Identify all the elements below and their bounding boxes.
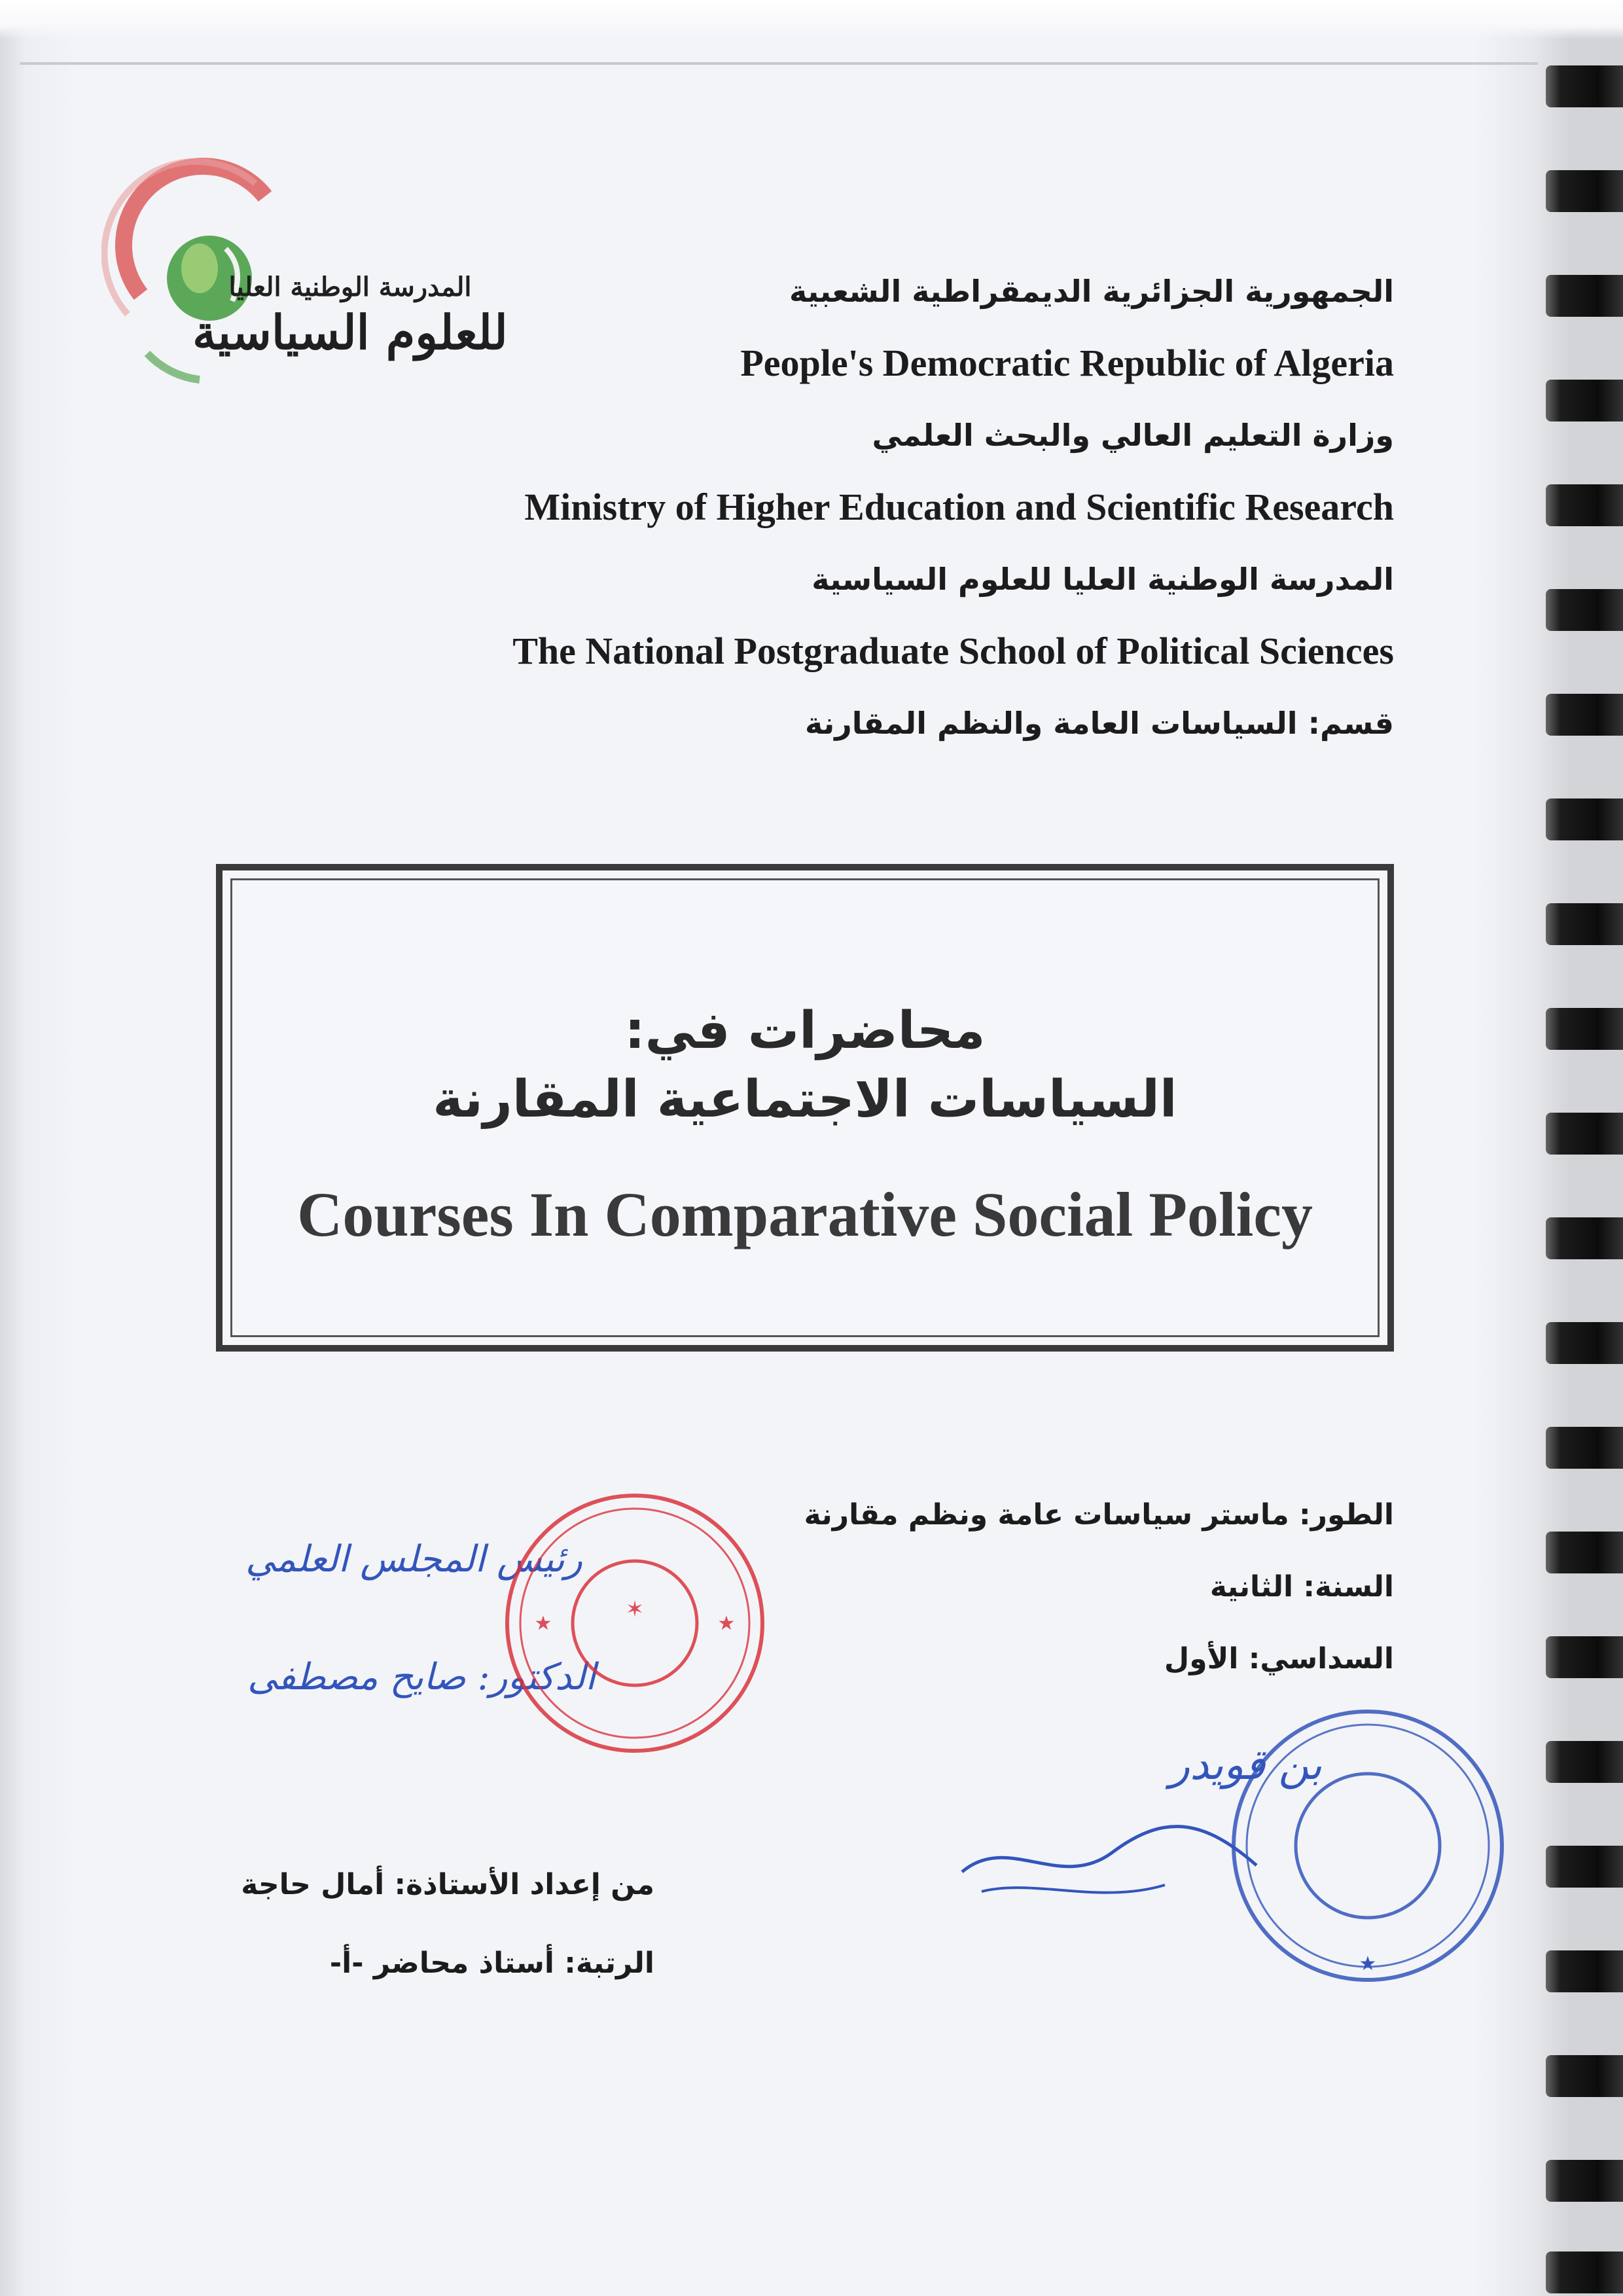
year-info: السنة: الثانية	[1209, 1570, 1394, 1604]
binding-coil	[1546, 1113, 1623, 1155]
binding-coil	[1546, 1322, 1623, 1364]
logo-line2: للعلوم السياسية	[192, 304, 508, 360]
binding-coil	[1546, 170, 1623, 212]
academic-rank: الرتبة: أستاذ محاضر -أ-	[329, 1946, 654, 1980]
school-ar: المدرسة الوطنية العليا للعلوم السياسية	[812, 562, 1394, 597]
department-ar: قسم: السياسات العامة والنظم المقارنة	[805, 706, 1394, 741]
binding-coil	[1546, 65, 1623, 107]
title-english: Courses In Comparative Social Policy	[297, 1179, 1313, 1249]
binding-coil	[1546, 1741, 1623, 1783]
republic-en: People's Democratic Republic of Algeria	[740, 342, 1394, 384]
binding-coil	[1546, 2160, 1623, 2202]
binding-coil	[1546, 1636, 1623, 1678]
binding-coil	[1546, 2251, 1623, 2293]
republic-ar: الجمهورية الجزائرية الديمقراطية الشعبية	[789, 274, 1394, 309]
blue-stamp-icon	[1224, 1702, 1512, 1990]
signature-left-line2: الدكتور: صايح مصطفى	[247, 1656, 596, 1698]
title-line2: السياسات الاجتماعية المقارنة	[433, 1070, 1177, 1129]
red-stamp-icon	[497, 1486, 772, 1761]
binding-coil	[1546, 798, 1623, 840]
level-info: الطور: ماستر سياسات عامة ونظم مقارنة	[804, 1498, 1394, 1532]
binding-coil	[1546, 589, 1623, 631]
ministry-ar: وزارة التعليم العالي والبحث العلمي	[872, 418, 1394, 453]
page-top-edge	[0, 0, 1623, 39]
binding-coil	[1546, 1427, 1623, 1469]
binding-coil	[1546, 275, 1623, 317]
semester-info: السداسي: الأول	[1164, 1642, 1394, 1676]
binding-coil	[1546, 1217, 1623, 1259]
signature-left-line1: رئيس المجلس العلمي	[245, 1538, 582, 1581]
binding-coil	[1546, 484, 1623, 526]
svg-text:✶: ✶	[625, 1596, 645, 1623]
author-block	[236, 1846, 654, 2003]
top-divider	[20, 62, 1538, 65]
institution-header	[412, 255, 1394, 759]
svg-text:★: ★	[717, 1612, 736, 1635]
title-line1: محاضرات في:	[624, 1001, 986, 1060]
ministry-en: Ministry of Higher Education and Scientific Research	[524, 486, 1394, 528]
logo-line1: المدرسة الوطنية العليا	[228, 272, 472, 302]
spiral-binding	[1538, 26, 1623, 2296]
binding-coil	[1546, 1008, 1623, 1050]
binding-coil	[1546, 1950, 1623, 1992]
svg-text:★: ★	[1359, 1952, 1377, 1975]
binding-coil	[1546, 1532, 1623, 1573]
binding-coil	[1546, 694, 1623, 736]
binding-coil	[1546, 2055, 1623, 2097]
svg-text:★: ★	[534, 1612, 552, 1635]
school-en: The National Postgraduate School of Political Sciences	[512, 630, 1394, 672]
prepared-by: من إعداد الأستاذة: أمال حاجة	[241, 1868, 654, 1901]
program-info	[674, 1479, 1394, 1695]
binding-coil	[1546, 380, 1623, 422]
signature-right-line1: بن قويدر	[1169, 1741, 1322, 1789]
title-box	[216, 864, 1394, 1352]
binding-coil	[1546, 903, 1623, 945]
binding-coil	[1546, 1846, 1623, 1888]
